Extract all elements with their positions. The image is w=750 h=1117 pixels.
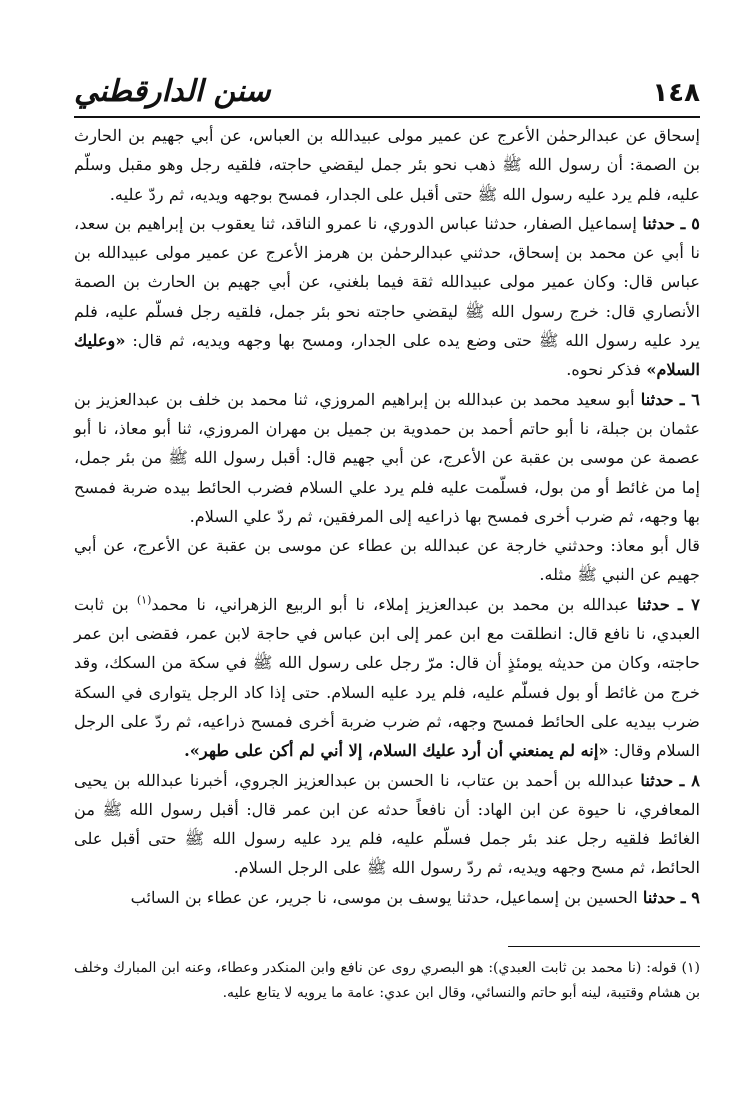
book-title: سنن الدارقطني [74,74,271,109]
footnote-marker: (١) [681,960,700,976]
hadith-quote: «وعليك السلام» [74,331,700,380]
hadith-number: ٨ ـ [679,770,700,790]
main-text [74,121,700,912]
hadith-text: بن ثابت العبدي، نا نافع قال: انطلقت مع ابن عمر إلى ابن عباس في حاجة لابن عمر، فقضى ابن عمر حاجته، وكان من حديثه يومئذٍ أن قال: مرّ رجل على رسول الله ﷺ في سكة من السكك، وقد خرج من غائط أو بول فسلّم عليه، فلم يرد عليه السلام. حتى إذا كاد الرجل يتوارى في السكة ضرب بيديه على الحائط فمسح وجهه، ثم ضرب ضربة أخرى فمسح ذراعيه، ثم ردّ على الرجل السلام وقال: [74,594,700,761]
hadith-6 [74,385,700,531]
footnote-divider [508,946,700,947]
page-number: ١٤٨ [652,78,700,108]
paragraph-continuation [74,121,700,209]
footnote-text: قوله: (نا محمد بن ثابت العبدي): هو البصري روى عن نافع وابن المنكدر وعطاء، وعنه ابن المبارك وخلف بن هشام وقتيبة، لينه أبو حاتم والنسائي، وقال ابن عدي: عامة ما يرويه لا يتابع عليه. [74,960,700,1001]
footnote [74,956,700,1006]
hadith-text: عبدالله بن محمد بن عبدالعزيز إملاء، نا أبو الربيع الزهراني، نا محمد [151,594,629,614]
footnote-reference[interactable]: (١) [136,593,152,607]
paragraph-text: إسحاق عن عبدالرحمٰن الأعرج عن عمير مولى عبيدالله بن العباس، عن أبي جهيم بن الحارث بن الصمة: أن رسول الله ﷺ ذهب نحو بئر جمل ليقضي حاجته، فلقيه رجل وهو مقبل وسلّم عليه، فلم يرد عليه رسول الله ﷺ حتى أقبل على الجدار، فمسح بوجهه ويديه، ثم ردّ عليه. [74,126,700,204]
hadith-5 [74,209,700,385]
hadith-text: إسماعيل الصفار، حدثنا عباس الدوري، نا عمرو الناقد، ثنا يعقوب بن إبراهيم بن سعد، نا أبي عن محمد بن إسحاق، حدثني عبدالرحمٰن بن هرمز الأعرج عن عمير مولى عبيدالله بن عباس قال: وكان عمير مولى عبيدالله ثقة فيما بلغني، عن أبي جهيم بن الحارث بن الصمة الأنصاري قال: خرج رسول الله ﷺ ليقضي حاجته نحو بئر جمل، فلقيه رجل فسلّم عليه، فلم يرد عليه رسول الله ﷺ حتى وضع يده على الجدار، ومسح بها وجهه ويديه، ثم قال: [74,213,700,351]
hadith-6-addendum [74,531,700,590]
page-header [74,76,700,116]
paragraph-text: قال أبو معاذ: وحدثني خارجة عن عبدالله بن عطاء عن موسى بن عقبة عن الأعرج، عن أبي جهيم عن النبي ﷺ مثله. [74,536,700,585]
hadith-lead: حدثنا [640,770,674,790]
hadith-number: ٧ ـ [677,594,700,614]
hadith-number: ٦ ـ [679,389,700,409]
hadith-lead: حدثنا [642,213,676,233]
hadith-quote: «إنه لم يمنعني أن أرد عليك السلام، إلا أني لم أكن على طهر». [184,741,609,761]
hadith-number: ٩ ـ [680,887,700,907]
hadith-number: ٥ ـ [680,213,700,233]
hadith-9 [74,883,700,912]
hadith-lead: حدثنا [640,389,674,409]
hadith-lead: حدثنا [637,594,670,614]
hadith-text: عبدالله بن أحمد بن عتاب، نا الحسن بن عبدالعزيز الجروي، أخبرنا عبدالله بن يحيى المعافري، نا حيوة عن ابن الهاد: أن نافعاً حدثه عن ابن عمر قال: أقبل رسول الله ﷺ من الغائط فلقيه رجل عند بئر جمل فسلّم عليه، فلم يرد عليه رسول الله ﷺ حتى أقبل على الحائط، ثم مسح وجهه ويديه، ثم ردّ رسول الله ﷺ على الرجل السلام. [74,770,700,878]
hadith-tail: فذكر نحوه. [566,360,642,380]
hadith-text: الحسين بن إسماعيل، حدثنا يوسف بن موسى، نا جرير، عن عطاء بن السائب [130,887,638,907]
hadith-lead: حدثنا [642,887,676,907]
header-divider [74,116,700,118]
hadith-7 [74,590,700,766]
hadith-text: أبو سعيد محمد بن عبدالله بن إبراهيم المروزي، ثنا محمد بن خلف بن عبدالعزيز بن عثمان بن جبلة، نا أبو حاتم أحمد بن حمدوية بن جميل بن مهران المروزي، ثنا أبو معاذ، نا أبو عصمة عن موسى بن عقبة عن الأعرج، عن أبي جهيم قال: أقبل رسول الله ﷺ من بئر جمل، إما من غائط أو من بول، فسلّمت عليه فلم يرد علي السلام فضرب الحائط بيده ضربة فمسح بها وجهه، ثم ضرب أخرى فمسح بها ذراعيه إلى المرفقين، ثم ردّ علي السلام. [74,389,700,526]
hadith-8 [74,766,700,883]
